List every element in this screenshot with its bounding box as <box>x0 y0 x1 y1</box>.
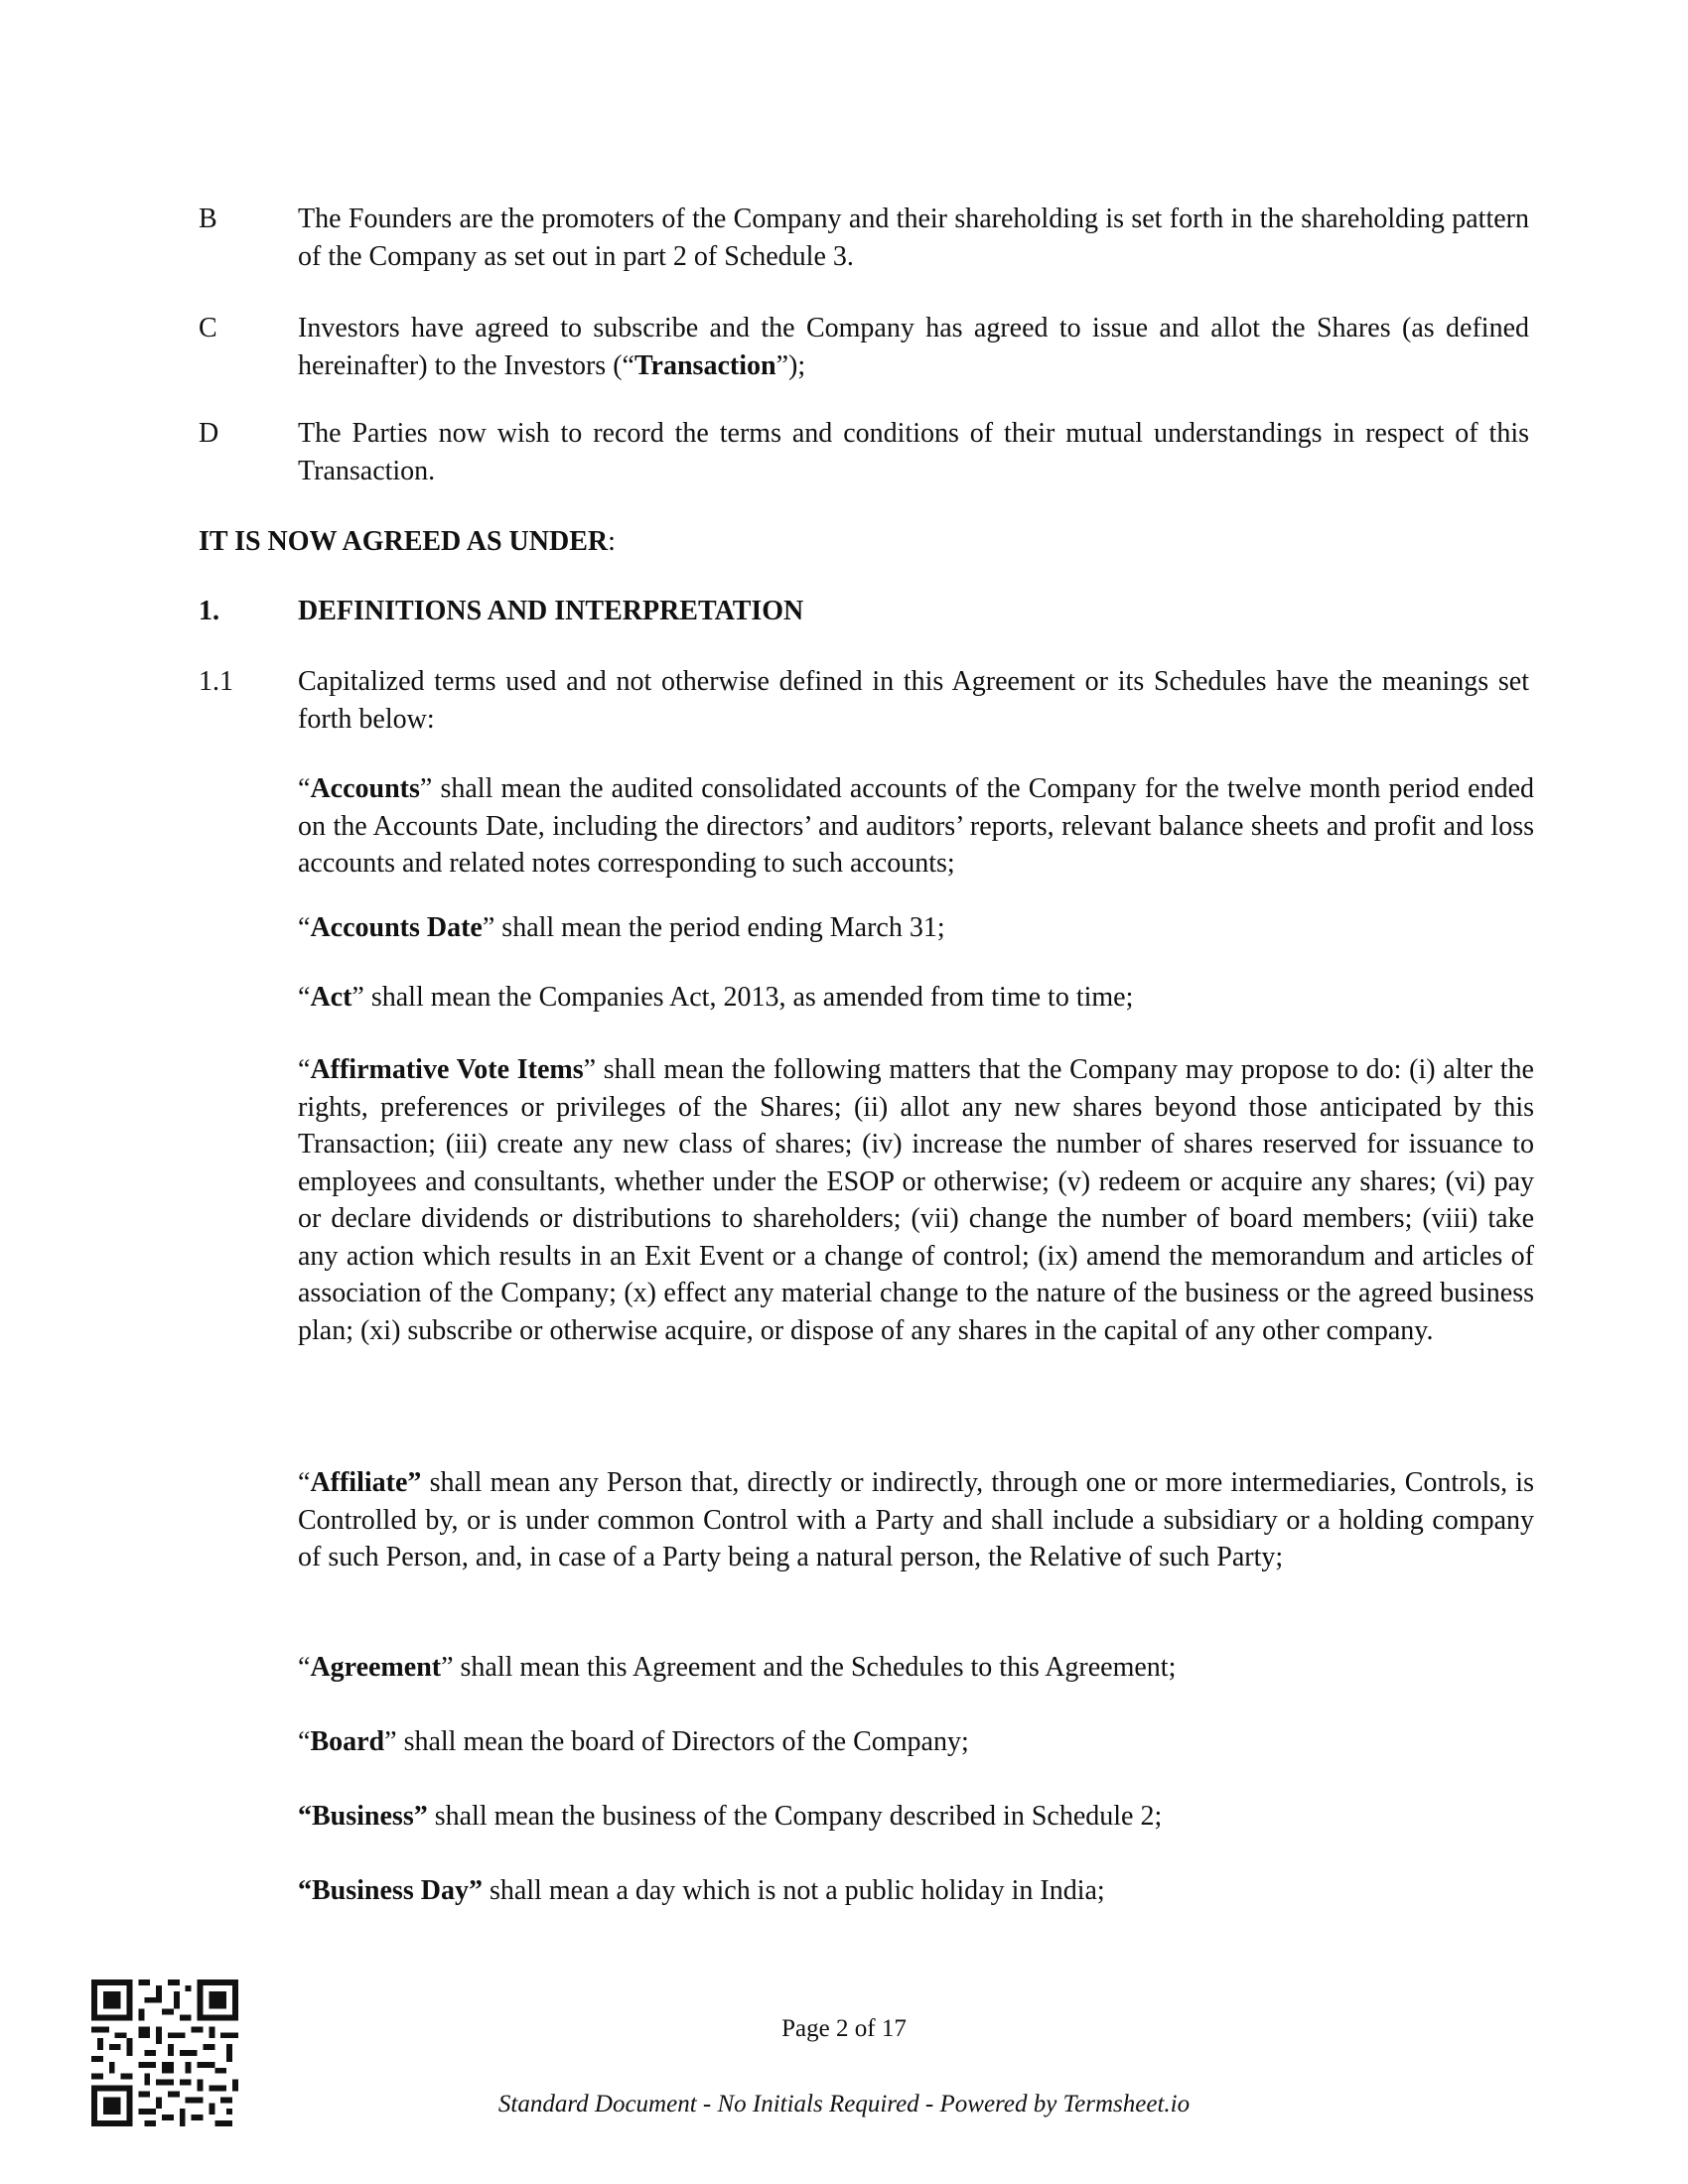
defined-term: Agreement <box>310 1652 442 1683</box>
section-number: 1. <box>199 596 219 626</box>
definition-accounts: “Accounts” shall mean the audited consolidated accounts of the Company for the twelve month period ended on the Accounts Date, including the directors’ and auditors’ reports, relevant balance sheets and profit and loss accounts and related notes corresponding to such accounts; <box>298 773 1534 879</box>
defined-term: “Business” <box>298 1801 428 1832</box>
defined-term: Accounts Date <box>310 912 483 943</box>
definition-affirmative-vote-items: “Affirmative Vote Items” shall mean the following matters that the Company may propose to do: (i) alter the rights, preferences or privileges of the Shares; (ii) allot any new shares beyond those anticipated by this Transaction; (iii) create any new class of shares; (iv) increase the number of shares reserved for issuance to employees and consultants, whether under the ESOP or otherwise; (v) redeem or acquire any shares; (vi) pay or declare dividends or distributions to shareholders; (vii) change the number of board members; (viii) take any action which results in an Exit Event or a change of control; (ix) amend the memorandum and articles of association of the Company; (x) effect any material change to the nature of the business or the agreed business plan; (xi) subscribe or otherwise acquire, or dispose of any shares in the capital of any other company. <box>298 1054 1534 1346</box>
defined-term: Board <box>310 1726 385 1757</box>
defined-term: Affiliate” <box>310 1467 422 1498</box>
recital-text: Investors have agreed to subscribe and the Company has agreed to issue and allot the Shares (as defined hereinafter) to the Investors (“Transaction”); <box>298 313 1529 381</box>
definition-business: “Business” shall mean the business of the Company described in Schedule 2; <box>298 1801 1163 1832</box>
agreed-heading: IT IS NOW AGREED AS UNDER: <box>199 526 616 557</box>
page-number: Page 2 of 17 <box>781 2015 907 2042</box>
section-title: DEFINITIONS AND INTERPRETATION <box>298 596 804 626</box>
clause-number: 1.1 <box>199 666 233 697</box>
defined-term: “Business Day” <box>298 1875 483 1906</box>
defined-term: Affirmative Vote Items <box>310 1054 584 1085</box>
definition-board: “Board” shall mean the board of Directors of the Company; <box>298 1726 969 1757</box>
footer-note: Standard Document - No Initials Required - Powered by Termsheet.io <box>497 2091 1191 2117</box>
clause-text: Capitalized terms used and not otherwise defined in this Agreement or its Schedules have the meanings set forth below: <box>298 666 1529 735</box>
recital-text: The Founders are the promoters of the Company and their shareholding is set forth in the shareholding pattern of the Company as set out in part 2 of Schedule 3. <box>298 204 1529 272</box>
recital-label: B <box>199 204 217 234</box>
defined-term: Accounts <box>310 773 420 804</box>
recital-label: D <box>199 418 219 449</box>
definition-agreement: “Agreement” shall mean this Agreement and the Schedules to this Agreement; <box>298 1652 1177 1683</box>
recital-text: The Parties now wish to record the terms and conditions of their mutual understandings in respect of this Transaction. <box>298 418 1529 486</box>
definition-affiliate: “Affiliate” shall mean any Person that, directly or indirectly, through one or more intermediaries, Controls, is Controlled by, or is under common Control with a Party and shall include a subsidiary or a holding company of such Person, and, in case of a Party being a natural person, the Relative of such Party; <box>298 1467 1534 1572</box>
definition-accounts-date: “Accounts Date” shall mean the period ending March 31; <box>298 912 945 943</box>
definition-act: “Act” shall mean the Companies Act, 2013, as amended from time to time; <box>298 982 1134 1013</box>
defined-term: Act <box>310 982 352 1013</box>
recital-label: C <box>199 313 217 343</box>
defined-term: Transaction <box>633 349 776 381</box>
definition-business-day: “Business Day” shall mean a day which is not a public holiday in India; <box>298 1875 1105 1906</box>
